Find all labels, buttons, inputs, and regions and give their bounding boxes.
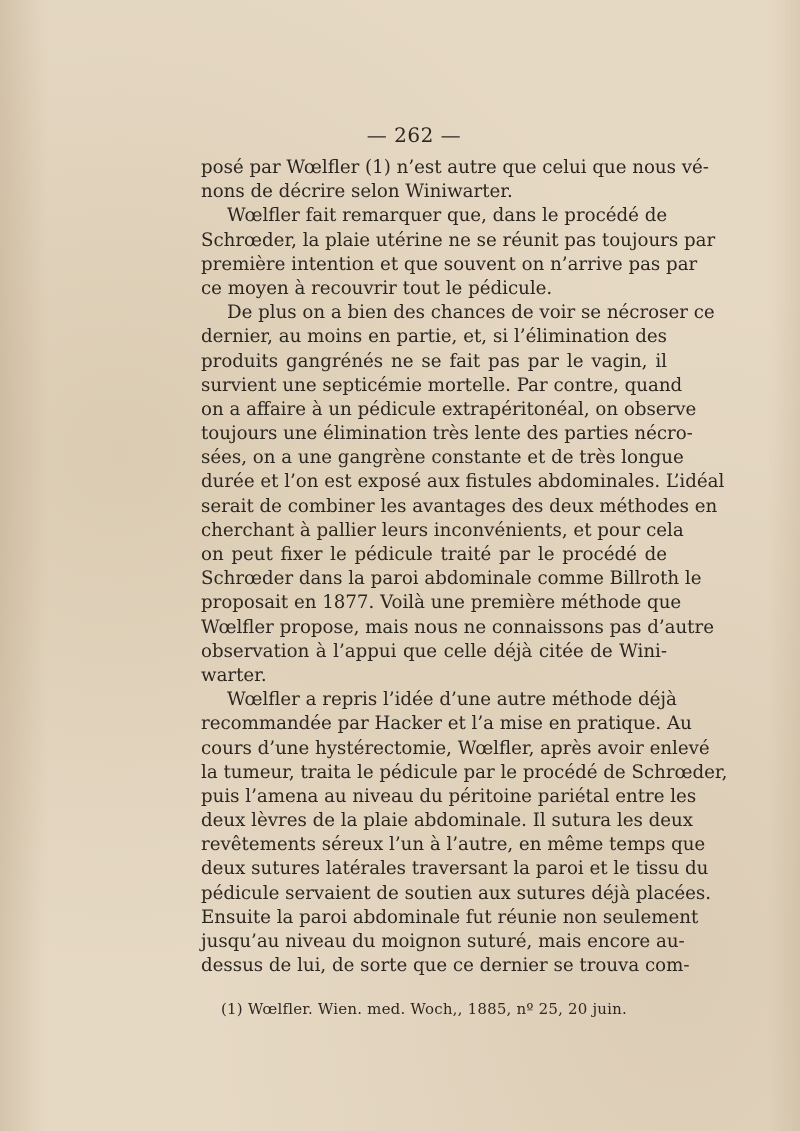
text-line: cours d’une hystérectomie, Wœlfler, après avoir enlevé <box>201 737 710 759</box>
text-line: produits gangrénés ne se fait pas par le vagin, il <box>201 350 667 372</box>
text-line: Schrœder dans la paroi abdominale comme Billroth le <box>201 568 702 590</box>
text-line: cherchant à pallier leurs inconvénients, et pour cela <box>201 519 684 541</box>
text-line: De plus on a bien des chances de voir se nécroser ce <box>227 302 715 324</box>
text-line: observation à l’appui que celle déjà citée de Wini- <box>201 640 667 662</box>
text-line: Wœlfler a repris l’idée d’une autre méthode déjà <box>227 689 677 711</box>
text-line: recommandée par Hacker et l’a mise en pratique. Au <box>201 713 692 735</box>
text-line: deux sutures latérales traversant la paroi et le tissu du <box>201 858 709 880</box>
text-line: on a affaire à un pédicule extrapéritonéal, on observe <box>201 398 697 420</box>
text-line: puis l’amena au niveau du péritoine pariétal entre les <box>201 785 697 807</box>
text-line: Schrœder, la plaie utérine ne se réunit pas toujours par <box>201 229 716 251</box>
text-line: dernier, au moins en partie, et, si l’élimination des <box>201 326 667 348</box>
text-line: warter. <box>201 664 267 686</box>
text-line: la tumeur, traita le pédicule par le procédé de Schrœder, <box>201 761 728 783</box>
text-line: jusqu’au niveau du moignon suturé, mais encore au- <box>201 931 685 952</box>
text-line: revêtements séreux l’un à l’autre, en même temps que <box>201 834 706 856</box>
text-line: posé par Wœlfler (1) n’est autre que celui que nous vé- <box>201 157 709 178</box>
text-line: Wœlfler propose, mais nous ne connaissons pas d’autre <box>201 616 714 638</box>
text-line: serait de combiner les avantages des deux méthodes en <box>201 495 718 517</box>
text-line: proposait en 1877. Voilà une première méthode que <box>201 592 682 614</box>
text-line: Ensuite la paroi abdominale fut réunie non seulement <box>201 906 699 928</box>
text-line: toujours une élimination très lente des parties nécro- <box>201 423 693 445</box>
text-line: survient une septicémie mortelle. Par contre, quand <box>201 374 683 396</box>
text-line: sées, on a une gangrène constante et de très longue <box>201 447 684 469</box>
text-line: dessus de lui, de sorte que ce dernier se trouva com- <box>201 955 690 977</box>
text-line: durée et l’on est exposé aux fistules abdominales. L’idéal <box>201 471 725 493</box>
body-text <box>201 156 728 978</box>
text-line: Wœlfler fait remarquer que, dans le procédé de <box>227 205 668 227</box>
text-line: nons de décrire selon Winiwarter. <box>201 181 513 203</box>
text-line: première intention et que souvent on n’arrive pas par <box>201 253 698 275</box>
text-line: pédicule servaient de soutien aux sutures déjà placées. <box>201 882 712 904</box>
text-line: deux lèvres de la plaie abdominale. Il sutura les deux <box>201 810 693 832</box>
text-line: on peut fixer le pédicule traité par le procédé de <box>201 544 667 565</box>
page-number: — 262 — <box>366 123 462 147</box>
footnote: (1) Wœlfler. Wien. med. Woch,, 1885, nº 25, 20 juin. <box>221 1000 627 1018</box>
text-line: ce moyen à recouvrir tout le pédicule. <box>201 277 553 299</box>
